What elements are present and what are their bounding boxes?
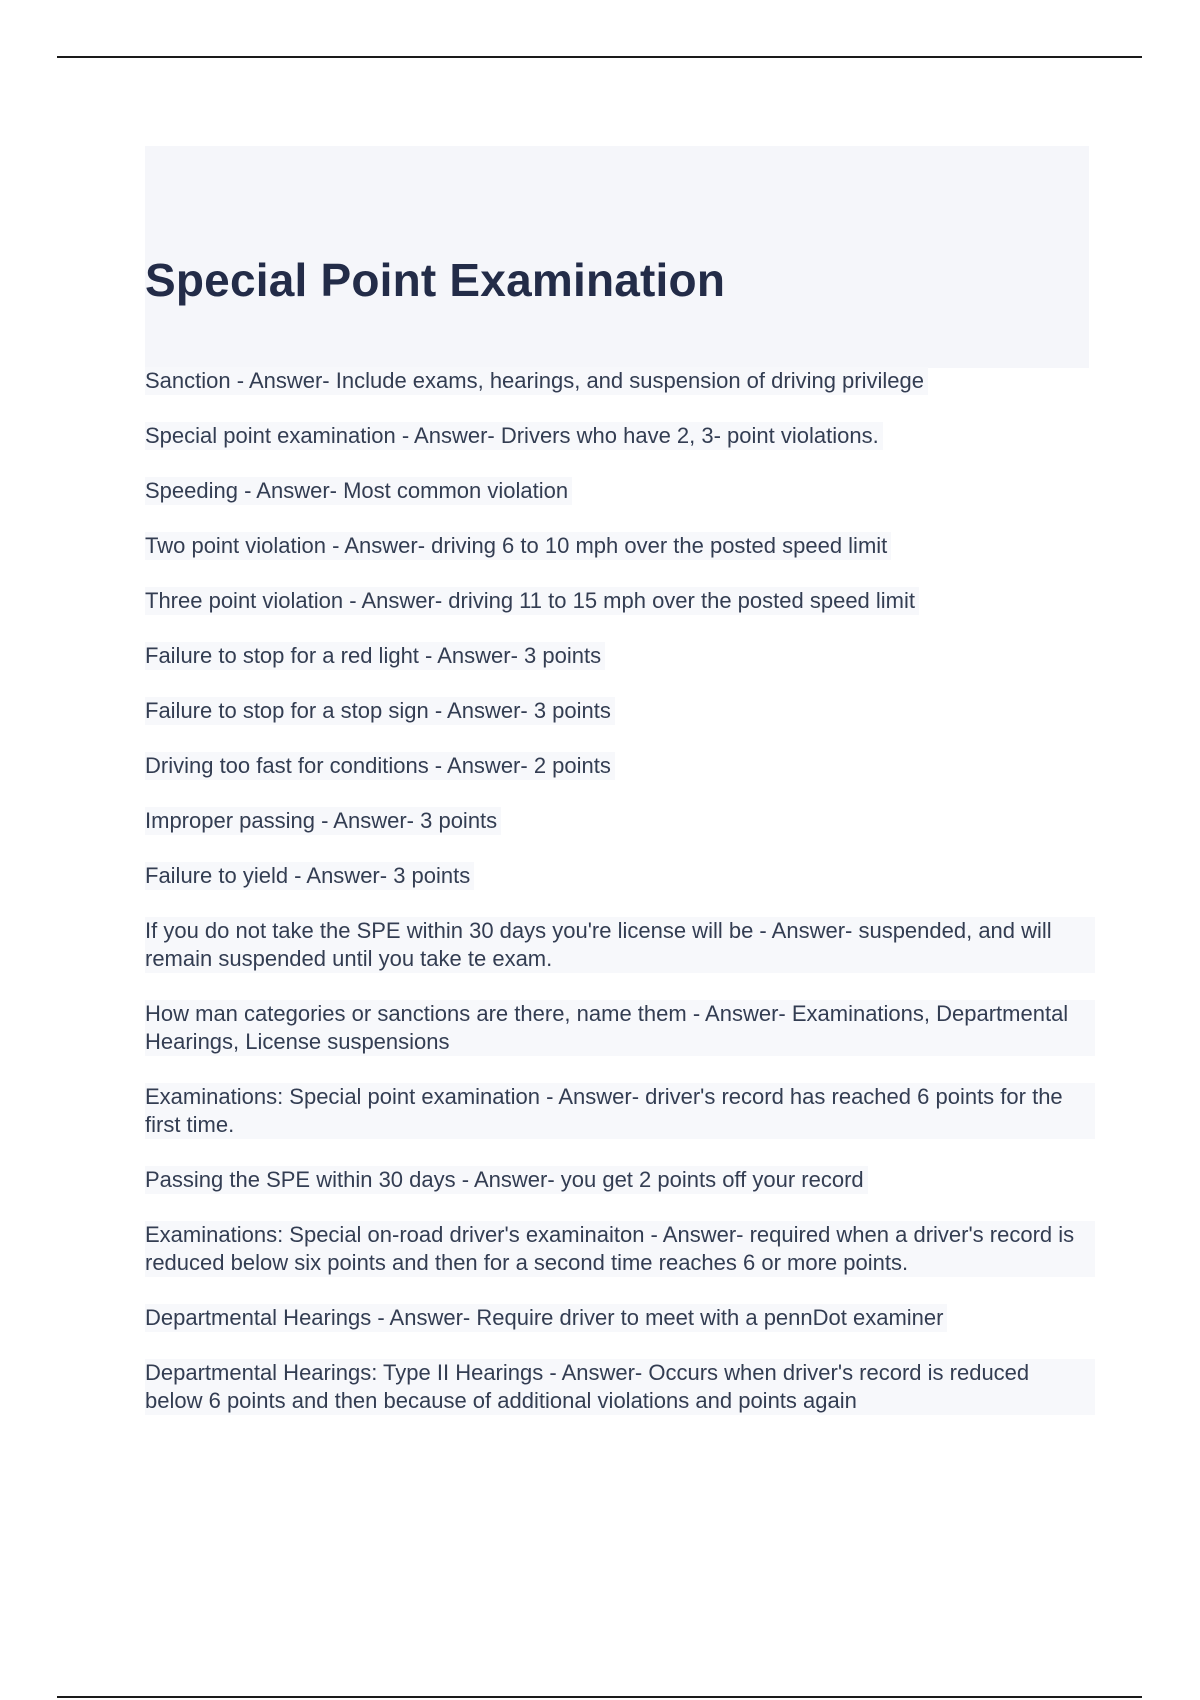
flashcard-entry: Sanction - Answer- Include exams, hearings, and suspension of driving privilege: [145, 367, 928, 395]
flashcard-entry: Examinations: Special point examination - Answer- driver's record has reached 6 points for the first time.: [145, 1083, 1095, 1139]
flashcard-entry: Three point violation - Answer- driving 11 to 15 mph over the posted speed limit: [145, 587, 919, 615]
flashcard-entry: How man categories or sanctions are there, name them - Answer- Examinations, Departmental Hearings, License suspensions: [145, 1000, 1095, 1056]
page-title: Special Point Examination: [145, 254, 726, 306]
flashcard-list: [145, 367, 1095, 1442]
flashcard-entry: Special point examination - Answer- Drivers who have 2, 3- point violations.: [145, 422, 883, 450]
flashcard-entry: Departmental Hearings: Type II Hearings - Answer- Occurs when driver's record is reduced below 6 points and then because of additional violations and points again: [145, 1359, 1095, 1415]
flashcard-entry: Passing the SPE within 30 days - Answer- you get 2 points off your record: [145, 1166, 868, 1194]
top-rule: [57, 56, 1142, 58]
flashcard-entry: Two point violation - Answer- driving 6 to 10 mph over the posted speed limit: [145, 532, 891, 560]
flashcard-entry: Improper passing - Answer- 3 points: [145, 807, 501, 835]
flashcard-entry: If you do not take the SPE within 30 days you're license will be - Answer- suspended, and will remain suspended until you take te exam.: [145, 917, 1095, 973]
bottom-rule: [57, 1696, 1142, 1698]
flashcard-entry: Failure to stop for a red light - Answer- 3 points: [145, 642, 605, 670]
flashcard-entry: Driving too fast for conditions - Answer- 2 points: [145, 752, 615, 780]
flashcard-entry: Examinations: Special on-road driver's examinaiton - Answer- required when a driver's record is reduced below six points and then for a second time reaches 6 or more points.: [145, 1221, 1095, 1277]
flashcard-entry: Failure to yield - Answer- 3 points: [145, 862, 474, 890]
flashcard-entry: Speeding - Answer- Most common violation: [145, 477, 572, 505]
flashcard-entry: Departmental Hearings - Answer- Require driver to meet with a pennDot examiner: [145, 1304, 947, 1332]
flashcard-entry: Failure to stop for a stop sign - Answer- 3 points: [145, 697, 615, 725]
